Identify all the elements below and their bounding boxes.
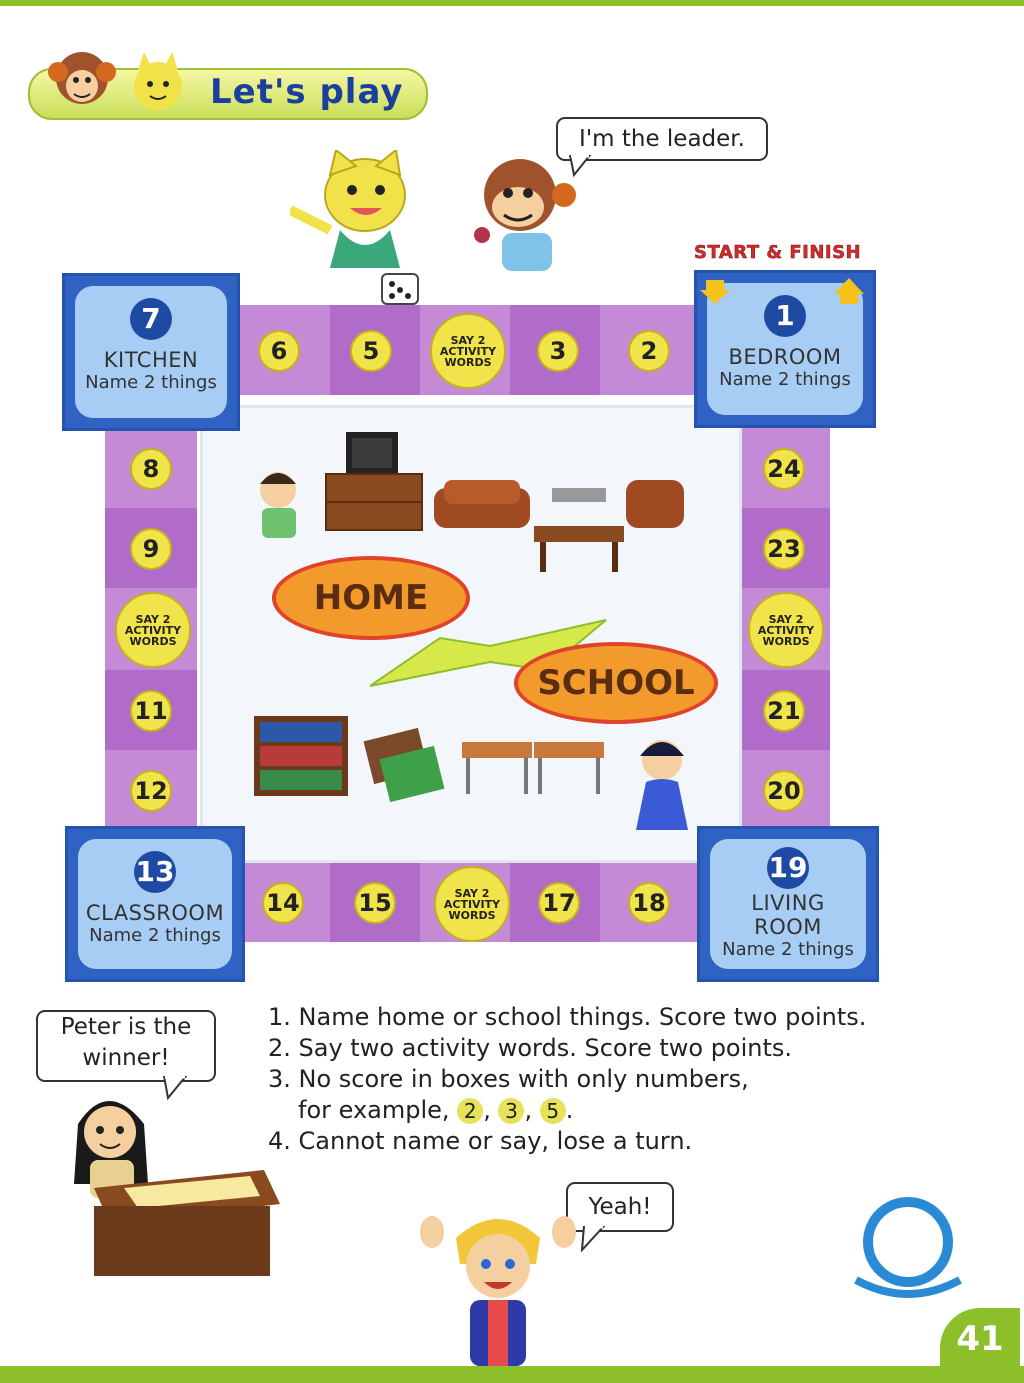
corner-instruction: Name 2 things [85,372,217,393]
leader-speech-bubble: I'm the leader. [556,117,768,161]
bubble-tail-icon [566,155,596,177]
school-label: SCHOOL [514,642,718,724]
example-chip: 2 [457,1098,483,1124]
corner-title: BEDROOM [728,345,842,369]
rule-3-example: for example, 2 , 3 , 5 . [298,1096,574,1124]
square-2[interactable]: 2 [628,330,670,372]
square-14[interactable]: 14 [262,882,304,924]
home-label: HOME [272,556,470,640]
say-label: ACTIVITY [443,897,501,911]
dice-icon [378,268,426,308]
square-9[interactable]: 9 [130,528,172,570]
corner-classroom[interactable] [65,826,245,982]
corner-title: KITCHEN [103,348,199,372]
rule-1: 1. Name home or school things. Score two points. [268,1003,867,1031]
corner-number: 1 [764,295,806,337]
top-border [0,0,1024,6]
say-label: SAY 2 [135,612,171,626]
say-label: SAY 2 [454,886,490,900]
direction-arrows-icon [700,276,870,306]
corner-number: 7 [130,298,172,340]
rule-4: 4. Cannot name or say, lose a turn. [268,1127,693,1155]
say-label: WORDS [448,908,496,922]
corner-title: LIVING [751,891,825,915]
monkey-character-icon [468,155,578,275]
say-activity-square[interactable] [115,592,191,668]
say-activity-square[interactable] [748,592,824,668]
say-label: WORDS [129,634,177,648]
square-23[interactable]: 23 [763,528,805,570]
say-activity-square[interactable] [430,313,506,389]
corner-instruction: Name 2 things [89,925,221,946]
corner-instruction: Name 2 things [722,939,854,960]
square-21[interactable]: 21 [763,690,805,732]
cat-character-icon [290,150,440,270]
bubble-tail-icon [578,1226,608,1252]
yeah-speech-bubble: Yeah! [566,1182,674,1232]
say-label: SAY 2 [450,333,486,347]
square-17[interactable]: 17 [538,882,580,924]
start-finish-label: START & FINISH [694,242,862,263]
say-label: WORDS [762,634,810,648]
home-items-illustration [248,428,688,578]
say-label: SAY 2 [768,612,804,626]
boy-cheering-icon [418,1204,578,1366]
corner-living-room[interactable] [697,826,879,982]
example-chip: 3 [498,1098,524,1124]
say-label: ACTIVITY [124,623,182,637]
square-5[interactable]: 5 [350,330,392,372]
example-text: for example, [298,1096,450,1124]
monkey-and-cat-logo-icon [40,42,200,122]
square-11[interactable]: 11 [130,690,172,732]
square-12[interactable]: 12 [130,770,172,812]
winner-speech-bubble [36,1010,216,1082]
girl-at-desk-icon [54,1084,284,1284]
square-15[interactable]: 15 [354,882,396,924]
square-20[interactable]: 20 [763,770,805,812]
game-rules [268,1002,908,1157]
say-activity-square[interactable] [434,866,510,942]
rule-2: 2. Say two activity words. Score two points. [268,1034,793,1062]
say-label: ACTIVITY [757,623,815,637]
square-6[interactable]: 6 [258,330,300,372]
bubble-line: winner! [82,1045,170,1071]
corner-number: 13 [134,851,176,893]
corner-title: ROOM [754,915,822,939]
corner-kitchen[interactable] [62,273,240,431]
page-title: Let's play [210,72,404,112]
example-chip: 5 [540,1098,566,1124]
corner-number: 19 [767,847,809,889]
school-items-illustration [252,712,712,842]
square-3[interactable]: 3 [537,330,579,372]
square-24[interactable]: 24 [763,448,805,490]
say-label: ACTIVITY [439,344,497,358]
bubble-line: Peter is the [60,1014,192,1040]
page-number: 41 [940,1308,1020,1368]
bottom-border [0,1366,1024,1383]
square-18[interactable]: 18 [628,882,670,924]
corner-instruction: Name 2 things [719,369,851,390]
corner-title: CLASSROOM [85,901,225,925]
square-8[interactable]: 8 [130,448,172,490]
say-label: WORDS [444,355,492,369]
badge-emblem-icon [850,1196,968,1300]
rule-3: 3. No score in boxes with only numbers, [268,1065,749,1093]
